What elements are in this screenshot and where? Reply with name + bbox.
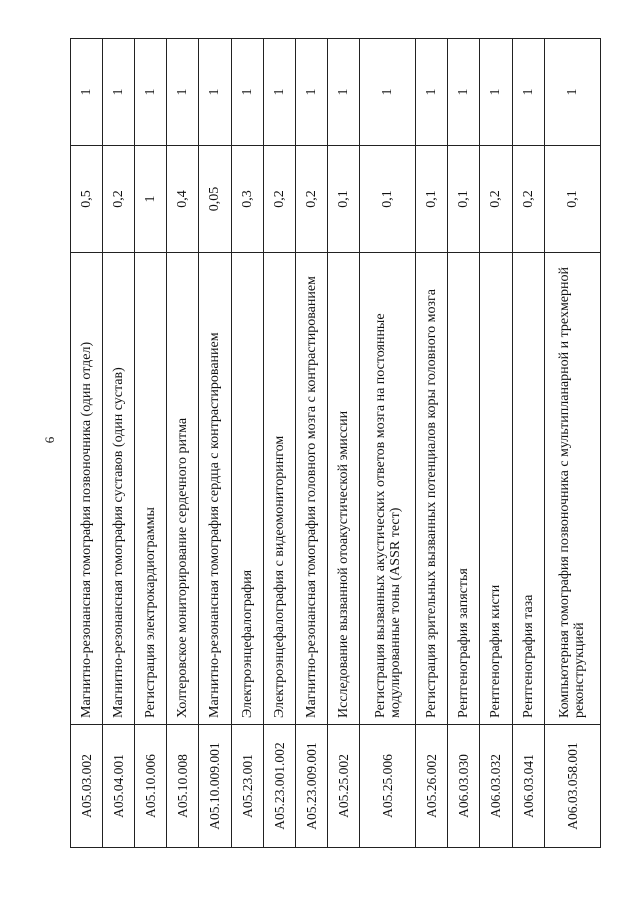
- multiplicity-value: 1: [295, 39, 327, 146]
- frequency-value: 0,1: [544, 146, 600, 253]
- frequency-value: 0,5: [71, 146, 103, 253]
- multiplicity-value: 1: [263, 39, 295, 146]
- service-name: Магнитно-резонансная томография сердца с контрастированием: [199, 253, 231, 725]
- frequency-value: 0,2: [103, 146, 135, 253]
- table-body: [71, 39, 601, 848]
- service-name: Рентгенография таза: [512, 253, 544, 725]
- service-code: A05.23.001: [231, 725, 263, 848]
- service-code: A05.23.009.001: [295, 725, 327, 848]
- table-row: [231, 39, 263, 848]
- frequency-value: 0,2: [295, 146, 327, 253]
- table-row: [295, 39, 327, 848]
- service-name: Регистрация вызванных акустических ответов мозга на постоянные модулированные тоны (ASSR тест): [359, 253, 415, 725]
- service-code: A06.03.032: [480, 725, 512, 848]
- multiplicity-value: 1: [199, 39, 231, 146]
- table-row: [512, 39, 544, 848]
- service-code: A06.03.030: [448, 725, 480, 848]
- frequency-value: 0,2: [263, 146, 295, 253]
- table-row: [480, 39, 512, 848]
- table-row: [448, 39, 480, 848]
- multiplicity-value: 1: [71, 39, 103, 146]
- frequency-value: 0,1: [327, 146, 359, 253]
- table-row: [359, 39, 415, 848]
- multiplicity-value: 1: [359, 39, 415, 146]
- service-code: A05.23.001.002: [263, 725, 295, 848]
- multiplicity-value: 1: [167, 39, 199, 146]
- service-code: A06.03.058.001: [544, 725, 600, 848]
- frequency-value: 0,2: [480, 146, 512, 253]
- service-name: Исследование вызванной отоакустической эмиссии: [327, 253, 359, 725]
- frequency-value: 0,1: [359, 146, 415, 253]
- multiplicity-value: 1: [480, 39, 512, 146]
- service-name: Рентгенография запястья: [448, 253, 480, 725]
- frequency-value: 0,2: [512, 146, 544, 253]
- service-name: Магнитно-резонансная томография суставов (один сустав): [103, 253, 135, 725]
- multiplicity-value: 1: [327, 39, 359, 146]
- service-name: Холтеровское мониторирование сердечного ритма: [167, 253, 199, 725]
- service-code: A05.26.002: [416, 725, 448, 848]
- service-code: A05.25.002: [327, 725, 359, 848]
- service-name: Рентгенография кисти: [480, 253, 512, 725]
- service-name: Электроэнцефалография: [231, 253, 263, 725]
- table-row: [103, 39, 135, 848]
- service-name: Магнитно-резонансная томография позвоночника (один отдел): [71, 253, 103, 725]
- multiplicity-value: 1: [231, 39, 263, 146]
- frequency-value: 0,3: [231, 146, 263, 253]
- frequency-value: 0,4: [167, 146, 199, 253]
- table-row: [416, 39, 448, 848]
- service-name: Регистрация зрительных вызванных потенциалов коры головного мозга: [416, 253, 448, 725]
- service-code: A05.10.006: [135, 725, 167, 848]
- frequency-value: 0,1: [416, 146, 448, 253]
- frequency-value: 0,1: [448, 146, 480, 253]
- service-code: A05.10.009.001: [199, 725, 231, 848]
- table-row: [167, 39, 199, 848]
- page-number: 6: [42, 436, 57, 444]
- multiplicity-value: 1: [135, 39, 167, 146]
- multiplicity-value: 1: [544, 39, 600, 146]
- service-code: A05.25.006: [359, 725, 415, 848]
- multiplicity-value: 1: [448, 39, 480, 146]
- table-row: [327, 39, 359, 848]
- table-row: [544, 39, 600, 848]
- table-row: [199, 39, 231, 848]
- table-row: [71, 39, 103, 848]
- rotated-table-wrapper: [70, 39, 601, 848]
- table-row: [135, 39, 167, 848]
- multiplicity-value: 1: [103, 39, 135, 146]
- multiplicity-value: 1: [512, 39, 544, 146]
- service-code: A05.10.008: [167, 725, 199, 848]
- service-code: A06.03.041: [512, 725, 544, 848]
- service-code: A05.04.001: [103, 725, 135, 848]
- service-name: Магнитно-резонансная томография головного мозга с контрастированием: [295, 253, 327, 725]
- services-table: [70, 38, 601, 848]
- service-name: Электроэнцефалография с видеомониторингом: [263, 253, 295, 725]
- service-code: A05.03.002: [71, 725, 103, 848]
- service-name: Регистрация электрокардиограммы: [135, 253, 167, 725]
- service-name: Компьютерная томография позвоночника с мультипланарной и трехмерной реконструкцией: [544, 253, 600, 725]
- frequency-value: 1: [135, 146, 167, 253]
- table-row: [263, 39, 295, 848]
- frequency-value: 0,05: [199, 146, 231, 253]
- multiplicity-value: 1: [416, 39, 448, 146]
- table-area: [70, 39, 601, 848]
